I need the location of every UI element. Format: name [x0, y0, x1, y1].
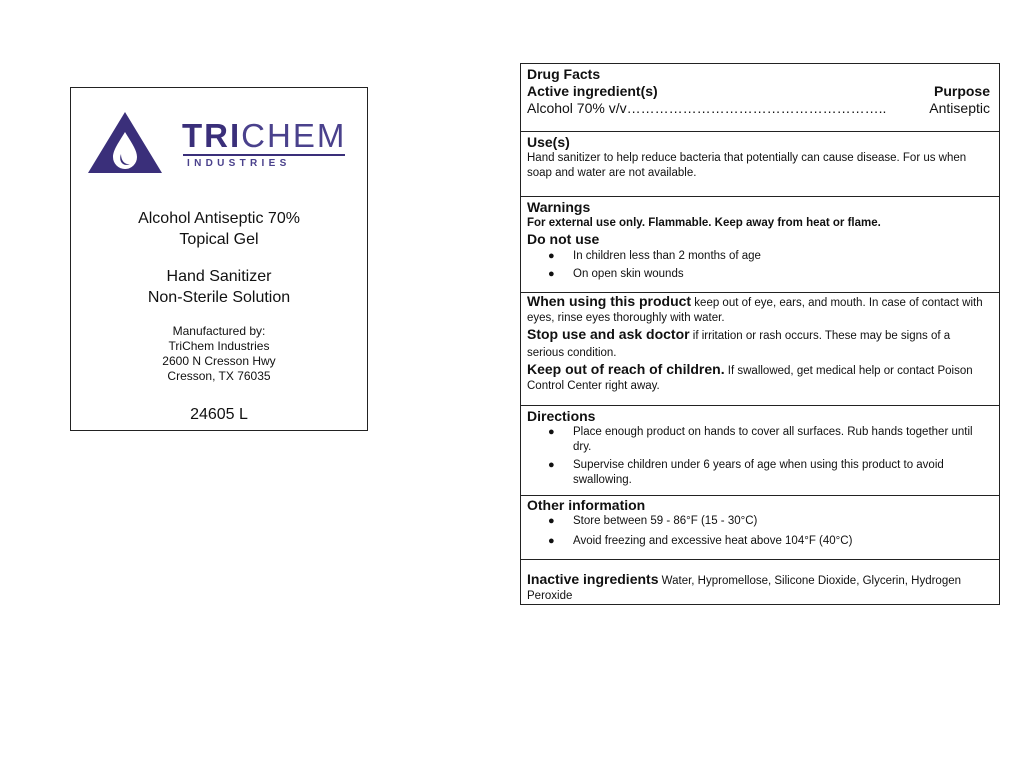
bullet-icon: ●	[548, 426, 555, 438]
product-label	[70, 87, 368, 431]
lot-number: 24605 L	[190, 406, 248, 423]
do-not-use-heading: Do not use	[527, 231, 600, 247]
directions-item: ● Supervise children under 6 years of age when using this product to avoid swallowing.	[548, 459, 944, 486]
other-information-heading: Other information	[527, 497, 646, 513]
inactive-ingredients-section	[521, 559, 999, 605]
manufacturer-address2: Cresson, TX 76035	[167, 369, 271, 383]
other-information-item: ● Avoid freezing and excessive heat above 104°F (40°C)	[548, 535, 853, 547]
keep-out-heading: Keep out of reach of children.	[527, 361, 725, 377]
other-information-item: ● Store between 59 - 86°F (15 - 30°C)	[548, 515, 758, 527]
bullet-icon: ●	[548, 459, 555, 471]
warnings-section	[521, 196, 999, 292]
directions-item: ● Place enough product on hands to cover all surfaces. Rub hands together until dry.	[548, 426, 973, 453]
trichem-logo	[87, 110, 349, 176]
active-ingredient-row	[527, 100, 990, 117]
bullet-icon: ●	[548, 535, 555, 547]
manufacturer-name: TriChem Industries	[168, 339, 270, 353]
product-type-line2: Non-Sterile Solution	[147, 289, 291, 306]
bullet-icon: ●	[548, 515, 555, 527]
active-purpose: Antiseptic	[929, 100, 990, 116]
keep-out-text: If swallowed, get medical help or contact Poison Control Center right away.	[527, 365, 973, 392]
stop-use-heading: Stop use and ask doctor	[527, 326, 690, 342]
keep-out-block	[527, 362, 989, 394]
warnings-text: For external use only. Flammable. Keep away from heat or flame.	[527, 217, 881, 229]
bullet-icon: ●	[548, 268, 555, 280]
drug-facts-panel	[520, 63, 1000, 605]
when-using-text: keep out of eye, ears, and mouth. In case of contact with eyes, rinse eyes thoroughly with water.	[527, 297, 983, 324]
stop-use-block	[527, 326, 989, 362]
active-heading: Active ingredient(s)	[527, 83, 658, 99]
product-name-line1: Alcohol Antiseptic 70%	[138, 210, 300, 227]
bullet-icon: ●	[548, 250, 555, 262]
inactive-ingredients-block	[527, 572, 989, 604]
other-information-section	[521, 495, 999, 559]
drug-facts-title: Drug Facts	[527, 66, 601, 82]
when-using-block	[527, 294, 989, 326]
inactive-ingredients-heading: Inactive ingredients	[527, 571, 659, 587]
inactive-ingredients-text: Water, Hypromellose, Silicone Dioxide, Glycerin, Hydrogen Peroxide	[527, 575, 962, 602]
directions-section	[521, 405, 999, 495]
uses-section	[521, 131, 999, 196]
brand-underline	[183, 154, 345, 156]
brand-name: TRICHEM	[182, 117, 347, 154]
directions-heading: Directions	[527, 408, 596, 424]
brand-subtitle: INDUSTRIES	[187, 158, 291, 169]
active-ingredient: Alcohol 70% v/v………………………………………………..	[527, 100, 887, 116]
uses-heading: Use(s)	[527, 134, 570, 150]
do-not-use-item: ● In children less than 2 months of age	[548, 250, 761, 262]
warnings-heading: Warnings	[527, 199, 591, 215]
product-type-line1: Hand Sanitizer	[166, 268, 272, 285]
stop-use-text: if irritation or rash occurs. These may be signs of a serious condition.	[527, 330, 951, 359]
manufacturer-address1: 2600 N Cresson Hwy	[162, 354, 276, 368]
do-not-use-item: ● On open skin wounds	[548, 268, 684, 280]
product-name-line2: Topical Gel	[179, 231, 259, 248]
active-ingredients-section	[521, 64, 999, 131]
uses-text: Hand sanitizer to help reduce bacteria that potentially can cause disease. For us when soap and water are not available.	[527, 152, 967, 179]
purpose-heading: Purpose	[933, 83, 990, 99]
active-header-row	[527, 83, 990, 100]
usage-warnings-section	[521, 292, 999, 405]
manufacturer-title: Manufactured by:	[172, 324, 266, 338]
when-using-heading: When using this product	[527, 293, 692, 309]
droplet-triangle-icon	[87, 110, 167, 176]
